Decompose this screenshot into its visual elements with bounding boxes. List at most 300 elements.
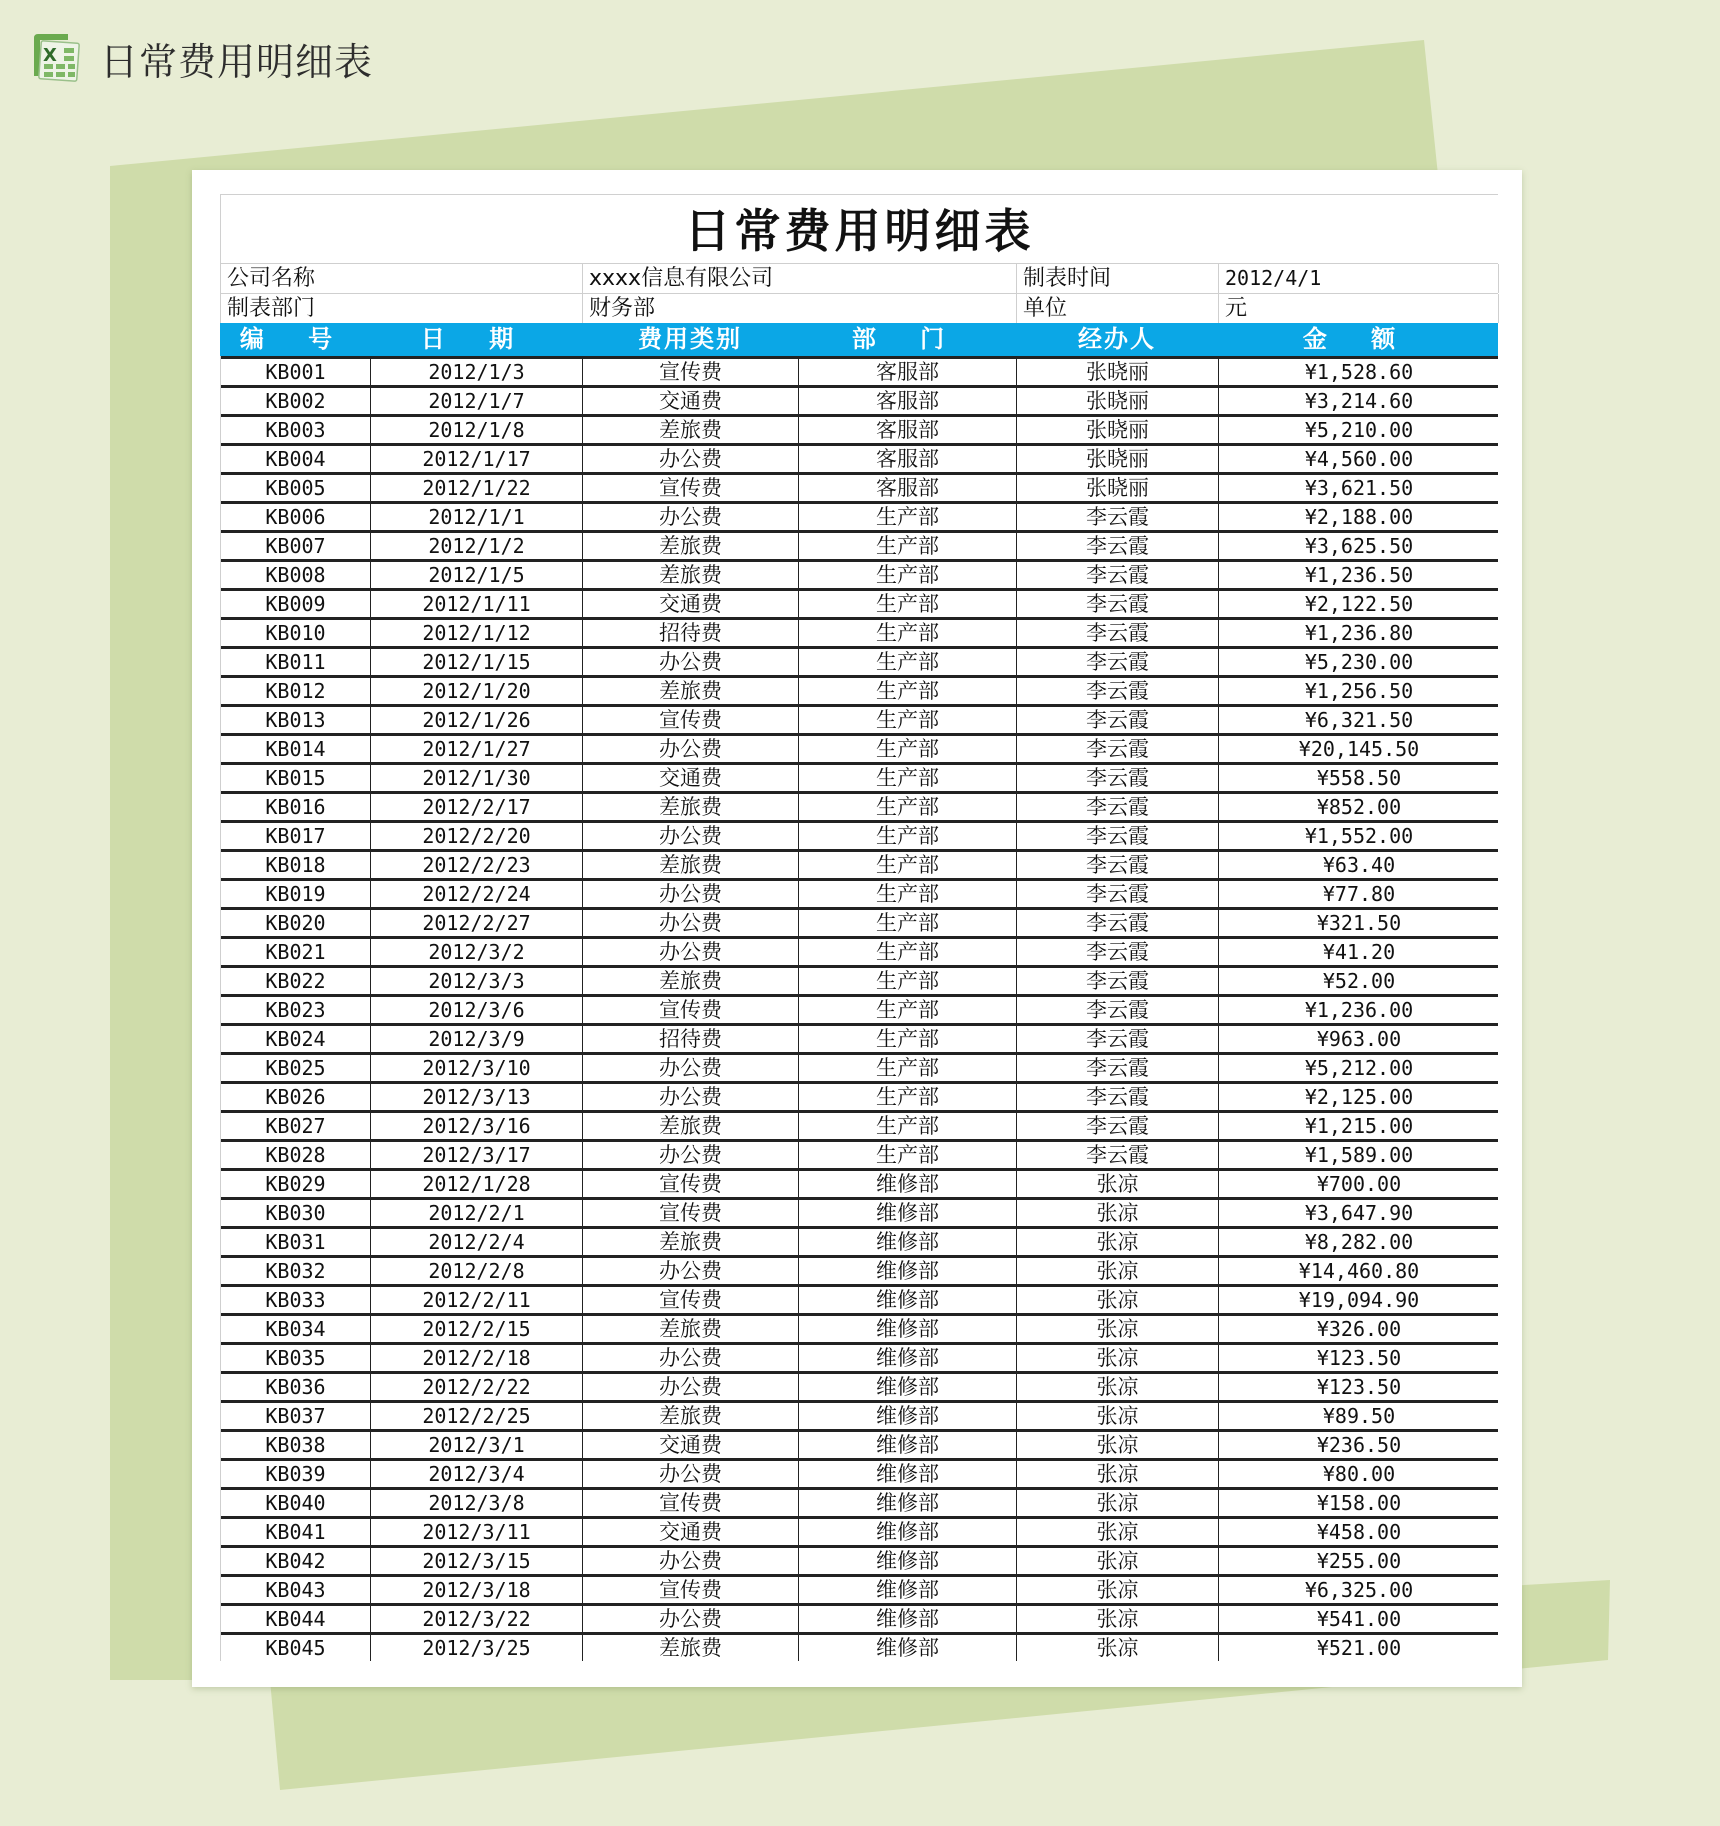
cell-date[interactable]: 2012/2/22 [371,1374,583,1400]
cell-amount[interactable]: ¥3,214.60 [1304,389,1414,413]
cell-department[interactable]: 客服部 [799,388,1017,414]
cell-handler[interactable]: 张晓丽 [1017,475,1219,501]
cell-handler[interactable]: 李云霞 [1017,649,1219,675]
cell-id[interactable]: KB026 [221,1084,371,1110]
cell-handler[interactable]: 李云霞 [1017,794,1219,820]
cell-handler[interactable]: 李云霞 [1017,1113,1219,1139]
cell-id[interactable]: KB017 [221,823,371,849]
cell-category[interactable]: 办公费 [583,1374,799,1400]
cell-id[interactable]: KB036 [221,1374,371,1400]
table-row[interactable] [221,1313,1498,1342]
cell-amount[interactable]: ¥326.00 [1316,1317,1402,1341]
cell-category[interactable]: 差旅费 [583,678,799,704]
cell-handler[interactable]: 张凉 [1017,1577,1219,1603]
cell-amount[interactable]: ¥558.50 [1316,766,1402,790]
cell-id[interactable]: KB030 [221,1200,371,1226]
cell-department[interactable]: 生产部 [799,823,1017,849]
cell-handler[interactable]: 李云霞 [1017,939,1219,965]
table-row[interactable] [221,1603,1498,1632]
cell-date[interactable]: 2012/2/23 [371,852,583,878]
cell-amount[interactable]: ¥14,460.80 [1298,1259,1420,1283]
cell-date[interactable]: 2012/1/26 [371,707,583,733]
cell-amount[interactable]: ¥5,212.00 [1304,1056,1414,1080]
cell-handler[interactable]: 李云霞 [1017,997,1219,1023]
cell-amount[interactable]: ¥3,625.50 [1304,534,1414,558]
cell-amount[interactable]: ¥19,094.90 [1298,1288,1420,1312]
cell-category[interactable]: 差旅费 [583,562,799,588]
cell-id[interactable]: KB040 [221,1490,371,1516]
cell-amount[interactable]: ¥123.50 [1316,1375,1402,1399]
cell-handler[interactable]: 张凉 [1017,1432,1219,1458]
cell-handler[interactable]: 李云霞 [1017,707,1219,733]
cell-id[interactable]: KB006 [221,504,371,530]
cell-id[interactable]: KB041 [221,1519,371,1545]
cell-amount[interactable]: ¥80.00 [1322,1462,1396,1486]
cell-category[interactable]: 差旅费 [583,417,799,443]
cell-department[interactable]: 生产部 [799,852,1017,878]
cell-id[interactable]: KB028 [221,1142,371,1168]
cell-date[interactable]: 2012/1/15 [371,649,583,675]
table-row[interactable] [221,907,1498,936]
cell-handler[interactable]: 张凉 [1017,1229,1219,1255]
cell-department[interactable]: 维修部 [799,1606,1017,1632]
table-row[interactable] [221,733,1498,762]
cell-id[interactable]: KB005 [221,475,371,501]
cell-amount[interactable]: ¥963.00 [1316,1027,1402,1051]
cell-department[interactable]: 客服部 [799,359,1017,385]
cell-category[interactable]: 办公费 [583,446,799,472]
cell-id[interactable]: KB008 [221,562,371,588]
table-row[interactable] [221,1458,1498,1487]
table-row[interactable] [221,646,1498,675]
cell-amount[interactable]: ¥321.50 [1316,911,1402,935]
cell-department[interactable]: 生产部 [799,649,1017,675]
cell-department[interactable]: 客服部 [799,417,1017,443]
cell-department[interactable]: 维修部 [799,1374,1017,1400]
cell-date[interactable]: 2012/3/25 [371,1635,583,1661]
cell-date[interactable]: 2012/2/8 [371,1258,583,1284]
cell-id[interactable]: KB019 [221,881,371,907]
cell-amount[interactable]: ¥236.50 [1316,1433,1402,1457]
cell-handler[interactable]: 李云霞 [1017,591,1219,617]
cell-category[interactable]: 办公费 [583,649,799,675]
cell-date[interactable]: 2012/1/11 [371,591,583,617]
table-row[interactable] [221,704,1498,733]
cell-id[interactable]: KB039 [221,1461,371,1487]
cell-category[interactable]: 办公费 [583,823,799,849]
cell-category[interactable]: 差旅费 [583,968,799,994]
cell-handler[interactable]: 李云霞 [1017,852,1219,878]
cell-handler[interactable]: 李云霞 [1017,504,1219,530]
cell-amount[interactable]: ¥4,560.00 [1304,447,1414,471]
cell-category[interactable]: 办公费 [583,910,799,936]
cell-handler[interactable]: 张凉 [1017,1635,1219,1661]
cell-category[interactable]: 宣传费 [583,475,799,501]
cell-category[interactable]: 办公费 [583,504,799,530]
cell-amount[interactable]: ¥123.50 [1316,1346,1402,1370]
cell-category[interactable]: 办公费 [583,1548,799,1574]
cell-handler[interactable]: 李云霞 [1017,1084,1219,1110]
cell-amount[interactable]: ¥8,282.00 [1304,1230,1414,1254]
cell-date[interactable]: 2012/3/3 [371,968,583,994]
cell-id[interactable]: KB034 [221,1316,371,1342]
cell-id[interactable]: KB003 [221,417,371,443]
cell-department[interactable]: 维修部 [799,1548,1017,1574]
cell-department[interactable]: 维修部 [799,1171,1017,1197]
cell-handler[interactable]: 张晓丽 [1017,359,1219,385]
table-row[interactable] [221,936,1498,965]
cell-date[interactable]: 2012/1/20 [371,678,583,704]
table-row[interactable] [221,1168,1498,1197]
cell-amount[interactable]: ¥6,325.00 [1304,1578,1414,1602]
cell-id[interactable]: KB018 [221,852,371,878]
cell-category[interactable]: 办公费 [583,736,799,762]
cell-category[interactable]: 宣传费 [583,1287,799,1313]
cell-department[interactable]: 维修部 [799,1287,1017,1313]
cell-amount[interactable]: ¥6,321.50 [1304,708,1414,732]
cell-date[interactable]: 2012/3/18 [371,1577,583,1603]
cell-amount[interactable]: ¥541.00 [1316,1607,1402,1631]
cell-category[interactable]: 差旅费 [583,1316,799,1342]
cell-handler[interactable]: 张凉 [1017,1171,1219,1197]
cell-handler[interactable]: 张凉 [1017,1258,1219,1284]
cell-department[interactable]: 生产部 [799,939,1017,965]
cell-amount[interactable]: ¥5,230.00 [1304,650,1414,674]
cell-department[interactable]: 生产部 [799,1084,1017,1110]
cell-date[interactable]: 2012/1/27 [371,736,583,762]
cell-amount[interactable]: ¥1,236.00 [1304,998,1414,1022]
cell-id[interactable]: KB004 [221,446,371,472]
cell-id[interactable]: KB032 [221,1258,371,1284]
cell-category[interactable]: 办公费 [583,1606,799,1632]
cell-category[interactable]: 交通费 [583,1432,799,1458]
cell-category[interactable]: 宣传费 [583,359,799,385]
cell-amount[interactable]: ¥1,256.50 [1304,679,1414,703]
cell-category[interactable]: 招待费 [583,620,799,646]
cell-handler[interactable]: 李云霞 [1017,823,1219,849]
table-row[interactable] [221,1110,1498,1139]
cell-id[interactable]: KB007 [221,533,371,559]
cell-department[interactable]: 生产部 [799,678,1017,704]
cell-department[interactable]: 生产部 [799,1113,1017,1139]
cell-department[interactable]: 维修部 [799,1345,1017,1371]
cell-category[interactable]: 办公费 [583,1345,799,1371]
cell-category[interactable]: 交通费 [583,765,799,791]
table-row[interactable] [221,849,1498,878]
table-row[interactable] [221,878,1498,907]
cell-date[interactable]: 2012/1/22 [371,475,583,501]
cell-category[interactable]: 差旅费 [583,533,799,559]
cell-id[interactable]: KB023 [221,997,371,1023]
cell-category[interactable]: 差旅费 [583,1635,799,1661]
cell-date[interactable]: 2012/1/7 [371,388,583,414]
cell-handler[interactable]: 张晓丽 [1017,388,1219,414]
cell-amount[interactable]: ¥255.00 [1316,1549,1402,1573]
cell-department[interactable]: 生产部 [799,1055,1017,1081]
cell-id[interactable]: KB031 [221,1229,371,1255]
cell-date[interactable]: 2012/3/10 [371,1055,583,1081]
cell-category[interactable]: 办公费 [583,881,799,907]
cell-handler[interactable]: 张晓丽 [1017,417,1219,443]
cell-handler[interactable]: 张凉 [1017,1606,1219,1632]
cell-category[interactable]: 交通费 [583,388,799,414]
cell-date[interactable]: 2012/3/1 [371,1432,583,1458]
cell-department[interactable]: 生产部 [799,736,1017,762]
cell-amount[interactable]: ¥1,215.00 [1304,1114,1414,1138]
cell-handler[interactable]: 李云霞 [1017,1026,1219,1052]
cell-department[interactable]: 生产部 [799,620,1017,646]
cell-department[interactable]: 维修部 [799,1432,1017,1458]
cell-category[interactable]: 宣传费 [583,1577,799,1603]
cell-category[interactable]: 招待费 [583,1026,799,1052]
cell-department[interactable]: 维修部 [799,1461,1017,1487]
cell-department[interactable]: 生产部 [799,881,1017,907]
cell-department[interactable]: 维修部 [799,1635,1017,1661]
cell-date[interactable]: 2012/2/25 [371,1403,583,1429]
table-row[interactable] [221,1255,1498,1284]
table-row[interactable] [221,1342,1498,1371]
cell-date[interactable]: 2012/3/6 [371,997,583,1023]
cell-category[interactable]: 办公费 [583,1258,799,1284]
cell-id[interactable]: KB027 [221,1113,371,1139]
cell-date[interactable]: 2012/3/16 [371,1113,583,1139]
cell-date[interactable]: 2012/2/18 [371,1345,583,1371]
cell-date[interactable]: 2012/1/12 [371,620,583,646]
cell-amount[interactable]: ¥521.00 [1316,1636,1402,1660]
cell-date[interactable]: 2012/3/22 [371,1606,583,1632]
cell-department[interactable]: 维修部 [799,1577,1017,1603]
cell-department[interactable]: 生产部 [799,533,1017,559]
cell-amount[interactable]: ¥1,236.50 [1304,563,1414,587]
cell-category[interactable]: 差旅费 [583,1229,799,1255]
cell-category[interactable]: 宣传费 [583,1171,799,1197]
cell-category[interactable]: 宣传费 [583,1490,799,1516]
cell-amount[interactable]: ¥89.50 [1322,1404,1396,1428]
cell-handler[interactable]: 李云霞 [1017,765,1219,791]
table-row[interactable] [221,1574,1498,1603]
table-row[interactable] [221,1139,1498,1168]
cell-date[interactable]: 2012/1/28 [371,1171,583,1197]
cell-category[interactable]: 差旅费 [583,852,799,878]
cell-date[interactable]: 2012/2/24 [371,881,583,907]
cell-date[interactable]: 2012/3/13 [371,1084,583,1110]
cell-amount[interactable]: ¥5,210.00 [1304,418,1414,442]
cell-id[interactable]: KB002 [221,388,371,414]
cell-category[interactable]: 办公费 [583,1084,799,1110]
cell-handler[interactable]: 李云霞 [1017,1142,1219,1168]
cell-amount[interactable]: ¥52.00 [1322,969,1396,993]
cell-category[interactable]: 宣传费 [583,997,799,1023]
cell-handler[interactable]: 李云霞 [1017,533,1219,559]
cell-amount[interactable]: ¥20,145.50 [1298,737,1420,761]
cell-date[interactable]: 2012/3/4 [371,1461,583,1487]
cell-date[interactable]: 2012/3/17 [371,1142,583,1168]
cell-id[interactable]: KB001 [221,359,371,385]
cell-amount[interactable]: ¥158.00 [1316,1491,1402,1515]
cell-department[interactable]: 维修部 [799,1200,1017,1226]
cell-handler[interactable]: 张凉 [1017,1287,1219,1313]
cell-date[interactable]: 2012/2/1 [371,1200,583,1226]
cell-department[interactable]: 客服部 [799,475,1017,501]
cell-amount[interactable]: ¥458.00 [1316,1520,1402,1544]
cell-handler[interactable]: 张凉 [1017,1519,1219,1545]
cell-handler[interactable]: 李云霞 [1017,910,1219,936]
cell-amount[interactable]: ¥41.20 [1322,940,1396,964]
cell-handler[interactable]: 张凉 [1017,1374,1219,1400]
cell-category[interactable]: 办公费 [583,939,799,965]
cell-department[interactable]: 维修部 [799,1403,1017,1429]
cell-amount[interactable]: ¥1,552.00 [1304,824,1414,848]
cell-amount[interactable]: ¥3,621.50 [1304,476,1414,500]
cell-department[interactable]: 维修部 [799,1316,1017,1342]
table-row[interactable] [221,762,1498,791]
cell-handler[interactable]: 张凉 [1017,1461,1219,1487]
cell-date[interactable]: 2012/2/15 [371,1316,583,1342]
table-row[interactable] [221,472,1498,501]
cell-amount[interactable]: ¥1,528.60 [1304,360,1414,384]
cell-department[interactable]: 生产部 [799,968,1017,994]
table-row[interactable] [221,356,1498,385]
table-row[interactable] [221,965,1498,994]
cell-handler[interactable]: 张凉 [1017,1490,1219,1516]
table-row[interactable] [221,1052,1498,1081]
cell-id[interactable]: KB022 [221,968,371,994]
cell-department[interactable]: 生产部 [799,794,1017,820]
cell-id[interactable]: KB044 [221,1606,371,1632]
cell-handler[interactable]: 李云霞 [1017,968,1219,994]
table-row[interactable] [221,1516,1498,1545]
cell-category[interactable]: 差旅费 [583,1403,799,1429]
cell-id[interactable]: KB025 [221,1055,371,1081]
cell-department[interactable]: 维修部 [799,1490,1017,1516]
cell-amount[interactable]: ¥1,589.00 [1304,1143,1414,1167]
cell-date[interactable]: 2012/3/15 [371,1548,583,1574]
table-row[interactable] [221,559,1498,588]
cell-id[interactable]: KB016 [221,794,371,820]
cell-id[interactable]: KB010 [221,620,371,646]
cell-department[interactable]: 维修部 [799,1229,1017,1255]
cell-category[interactable]: 宣传费 [583,1200,799,1226]
table-row[interactable] [221,1371,1498,1400]
table-row[interactable] [221,1023,1498,1052]
table-row[interactable] [221,414,1498,443]
cell-department[interactable]: 维修部 [799,1258,1017,1284]
cell-category[interactable]: 交通费 [583,591,799,617]
cell-handler[interactable]: 张凉 [1017,1548,1219,1574]
cell-handler[interactable]: 李云霞 [1017,678,1219,704]
cell-date[interactable]: 2012/1/17 [371,446,583,472]
cell-category[interactable]: 办公费 [583,1142,799,1168]
cell-department[interactable]: 生产部 [799,910,1017,936]
cell-amount[interactable]: ¥77.80 [1322,882,1396,906]
cell-id[interactable]: KB021 [221,939,371,965]
cell-id[interactable]: KB009 [221,591,371,617]
table-row[interactable] [221,675,1498,704]
cell-handler[interactable]: 张凉 [1017,1345,1219,1371]
cell-handler[interactable]: 李云霞 [1017,620,1219,646]
cell-amount[interactable]: ¥3,647.90 [1304,1201,1414,1225]
cell-amount[interactable]: ¥852.00 [1316,795,1402,819]
cell-id[interactable]: KB012 [221,678,371,704]
cell-id[interactable]: KB014 [221,736,371,762]
cell-date[interactable]: 2012/2/17 [371,794,583,820]
cell-date[interactable]: 2012/1/5 [371,562,583,588]
cell-date[interactable]: 2012/3/9 [371,1026,583,1052]
cell-handler[interactable]: 李云霞 [1017,1055,1219,1081]
cell-handler[interactable]: 张凉 [1017,1403,1219,1429]
cell-department[interactable]: 生产部 [799,591,1017,617]
cell-date[interactable]: 2012/2/4 [371,1229,583,1255]
table-row[interactable] [221,791,1498,820]
cell-id[interactable]: KB043 [221,1577,371,1603]
cell-amount[interactable]: ¥63.40 [1322,853,1396,877]
cell-handler[interactable]: 李云霞 [1017,562,1219,588]
table-row[interactable] [221,530,1498,559]
cell-date[interactable]: 2012/3/11 [371,1519,583,1545]
cell-category[interactable]: 宣传费 [583,707,799,733]
cell-date[interactable]: 2012/1/30 [371,765,583,791]
cell-amount[interactable]: ¥700.00 [1316,1172,1402,1196]
table-row[interactable] [221,385,1498,414]
cell-id[interactable]: KB035 [221,1345,371,1371]
table-row[interactable] [221,1197,1498,1226]
cell-id[interactable]: KB037 [221,1403,371,1429]
cell-category[interactable]: 差旅费 [583,794,799,820]
cell-id[interactable]: KB038 [221,1432,371,1458]
cell-amount[interactable]: ¥2,188.00 [1304,505,1414,529]
cell-id[interactable]: KB042 [221,1548,371,1574]
cell-department[interactable]: 生产部 [799,765,1017,791]
table-row[interactable] [221,501,1498,530]
table-row[interactable] [221,1632,1498,1661]
cell-amount[interactable]: ¥2,125.00 [1304,1085,1414,1109]
cell-handler[interactable]: 张晓丽 [1017,446,1219,472]
cell-date[interactable]: 2012/3/2 [371,939,583,965]
cell-department[interactable]: 生产部 [799,562,1017,588]
cell-handler[interactable]: 张凉 [1017,1316,1219,1342]
cell-id[interactable]: KB020 [221,910,371,936]
cell-date[interactable]: 2012/2/11 [371,1287,583,1313]
cell-date[interactable]: 2012/1/3 [371,359,583,385]
cell-department[interactable]: 客服部 [799,446,1017,472]
cell-category[interactable]: 交通费 [583,1519,799,1545]
cell-date[interactable]: 2012/3/8 [371,1490,583,1516]
cell-handler[interactable]: 李云霞 [1017,736,1219,762]
cell-date[interactable]: 2012/1/1 [371,504,583,530]
cell-category[interactable]: 差旅费 [583,1113,799,1139]
table-row[interactable] [221,1400,1498,1429]
table-row[interactable] [221,1284,1498,1313]
cell-handler[interactable]: 李云霞 [1017,881,1219,907]
cell-id[interactable]: KB013 [221,707,371,733]
cell-id[interactable]: KB033 [221,1287,371,1313]
cell-department[interactable]: 生产部 [799,997,1017,1023]
cell-id[interactable]: KB024 [221,1026,371,1052]
table-row[interactable] [221,617,1498,646]
cell-date[interactable]: 2012/2/20 [371,823,583,849]
cell-category[interactable]: 办公费 [583,1461,799,1487]
cell-amount[interactable]: ¥1,236.80 [1304,621,1414,645]
cell-department[interactable]: 生产部 [799,504,1017,530]
table-row[interactable] [221,443,1498,472]
cell-department[interactable]: 生产部 [799,1026,1017,1052]
cell-department[interactable]: 生产部 [799,1142,1017,1168]
table-row[interactable] [221,1545,1498,1574]
table-row[interactable] [221,820,1498,849]
table-row[interactable] [221,588,1498,617]
table-row[interactable] [221,1487,1498,1516]
cell-handler[interactable]: 张凉 [1017,1200,1219,1226]
